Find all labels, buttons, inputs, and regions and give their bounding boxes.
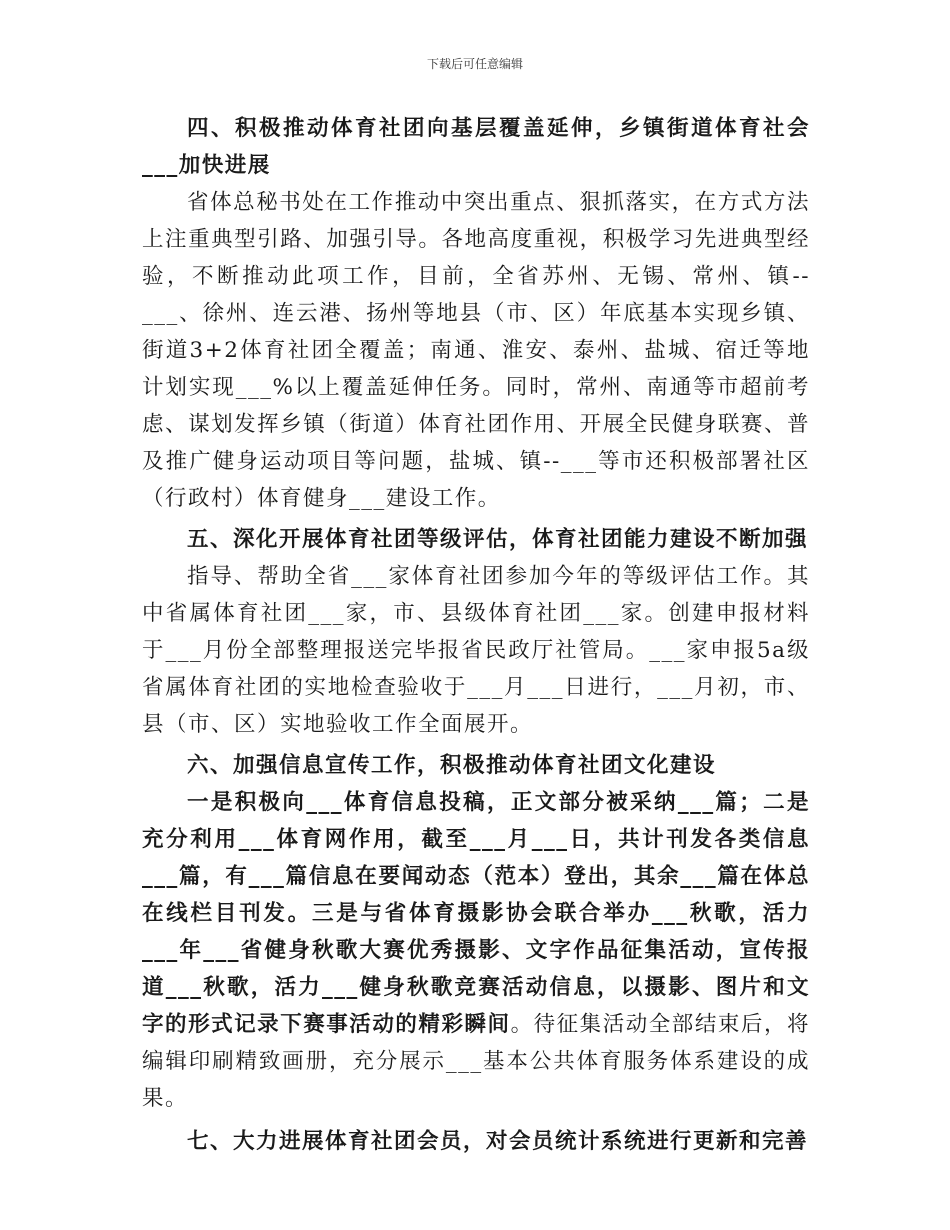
page-header-note: 下载后可任意编辑 (426, 57, 523, 71)
section-6-normal-text: 。待征集活动全部结束后，将编辑印刷精致画册，充分展示___基本公共体育服务体系建设的成果。 (142, 1012, 810, 1111)
section-6-heading: 六、加强信息宣传工作，积极推动体育社团文化建设 (187, 753, 717, 778)
document-body (142, 110, 810, 1160)
section-6-paragraph (142, 784, 810, 1117)
section-5-heading: 五、深化开展体育社团等级评估，体育社团能力建设不断加强 (187, 527, 809, 552)
section-7-heading: 七、大力进展体育社团会员，对会员统计系统进行更新和完善 (187, 1129, 809, 1154)
section-5-paragraph: 指导、帮助全省___家体育社团参加今年的等级评估工作。其中省属体育社团___家，市、县级体育社团___家。创建申报材料于___月份全部整理报送完毕报省民政厅社管局。___家申报5a级省属体育社团的实地检查验收于___月___日进行，___月初，市、县（市、区）实地验收工作全面展开。 (142, 564, 810, 737)
section-4-paragraph: 省体总秘书处在工作推动中突出重点、狠抓落实，在方式方法上注重典型引路、加强引导。各地高度重视，积极学习先进典型经验，不断推动此项工作，目前，全省苏州、无锡、常州、镇--___、徐州、连云港、扬州等地县（市、区）年底基本实现乡镇、街道3+2体育社团全覆盖；南通、淮安、泰州、盐城、宿迁等地计划实现___%以上覆盖延伸任务。同时，常州、南通等市超前考虑、谋划发挥乡镇（街道）体育社团作用、开展全民健身联赛、普及推广健身运动项目等问题，盐城、镇--___等市还积极部署社区（行政村）体育健身___建设工作。 (142, 190, 810, 511)
section-4-heading: 四、积极推动体育社团向基层覆盖延伸，乡镇街道体育社会___加快进展 (142, 116, 810, 178)
section-6-bold-text: 一是积极向___体育信息投稿，正文部分被采纳___篇；二是充分利用___体育网作用，截至___月___日，共计刊发各类信息___篇，有___篇信息在要闻动态（范本）登出，其余___篇在体总在线栏目刊发。三是与省体育摄影协会联合举办___秋歌，活力___年___省健身秋歌大赛优秀摄影、文字作品征集活动，宣传报道___秋歌，活力___健身秋歌竞赛活动信息，以摄影、图片和文字的形式记录下赛事活动的精彩瞬间 (142, 790, 810, 1037)
